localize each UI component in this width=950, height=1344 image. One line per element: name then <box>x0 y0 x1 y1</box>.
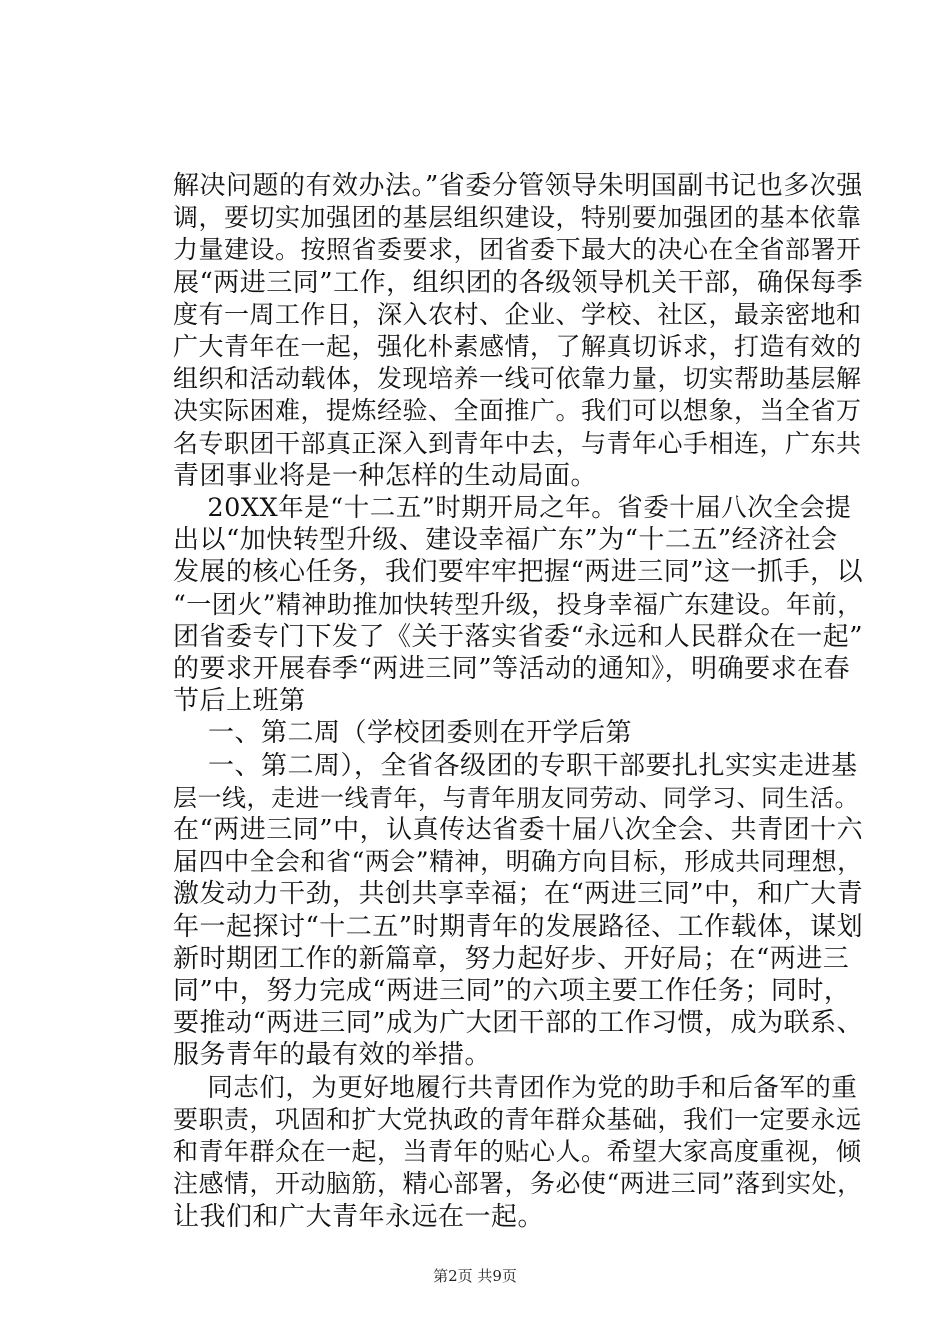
text-line: 广大青年在一起，强化朴素感情，了解真切诉求，打造有效的 <box>173 332 862 362</box>
text-line: 一、第二周），全省各级团的专职干部要扎扎实实走进基 <box>173 750 858 781</box>
text-line: 团省委专门下发了《关于落实省委“永远和人民群众在一起” <box>173 621 864 652</box>
text-line: 出以“加快转型升级、建设幸福广东”为“十二五”经济社会 <box>173 525 838 556</box>
text-line: 名专职团干部真正深入到青年中去，与青年心手相连，广东共 <box>173 428 862 458</box>
text-line: 同”中，努力完成“两进三同”的六项主要工作任务；同时， <box>173 976 851 1007</box>
text-line: 新时期团工作的新篇章，努力起好步、开好局；在“两进三 <box>173 943 850 974</box>
text-line: 激发动力干劲，共创共享幸福；在“两进三同”中，和广大青 <box>173 879 864 910</box>
text-line: 年一起探讨“十二五”时期青年的发展路径、工作载体，谋划 <box>173 911 864 942</box>
text-line: 展“两进三同”工作，组织团的各级领导机关干部，确保每季 <box>173 267 864 298</box>
text-line: 层一线，走进一线青年，与青年朋友同劳动、同学习、同生活。 <box>173 783 859 812</box>
text-line: 调，要切实加强团的基层组织建设，特别要加强团的基本依靠 <box>173 203 862 233</box>
text-line: 发展的核心任务，我们要牢牢把握“两进三同”这一抓手，以 <box>173 557 864 588</box>
text-line: 在“两进三同”中，认真传达省委十届八次全会、共青团十六 <box>173 815 864 846</box>
text-line: 青团事业将是一种怎样的生动局面。 <box>173 460 598 491</box>
text-line: 节后上班第 <box>173 686 306 717</box>
text-line: “一团火”精神助推加快转型升级，投身幸福广东建设。年前， <box>173 589 863 619</box>
page-number-footer: 第2页 共9页 <box>433 1267 517 1285</box>
text-line: 解决问题的有效办法。”省委分管领导朱明国副书记也多次强 <box>173 171 863 201</box>
text-line: 让我们和广大青年永远在一起。 <box>173 1201 545 1232</box>
text-line: 决实际困难，提炼经验、全面推广。我们可以想象，当全省万 <box>173 396 862 426</box>
text-line: 组织和活动载体，发现培养一线可依靠力量，切实帮助基层解 <box>173 364 862 394</box>
text-line: 同志们，为更好地履行共青团作为党的助手和后备军的重 <box>173 1072 858 1103</box>
text-line: 一、第二周（学校团委则在开学后第 <box>173 718 633 749</box>
text-line: 力量建设。按照省委要求，团省委下最大的决心在全省部署开 <box>173 235 862 265</box>
text-line: 届四中全会和省“两会”精神，明确方向目标，形成共同理想， <box>173 847 863 877</box>
text-line: 的要求开展春季“两进三同”等活动的通知》，明确要求在春 <box>173 654 851 685</box>
text-line: 服务青年的最有效的举措。 <box>173 1040 492 1071</box>
text-line: 注感情，开动脑筋，精心部署，务必使“两进三同”落到实处， <box>173 1169 863 1199</box>
document-body <box>173 170 864 1233</box>
text-line: 20XX年是“十二五”时期开局之年。省委十届八次全会提 <box>173 493 852 524</box>
text-line: 和青年群众在一起，当青年的贴心人。希望大家高度重视，倾 <box>173 1137 862 1167</box>
text-line: 要职责，巩固和扩大党执政的青年群众基础，我们一定要永远 <box>173 1104 862 1134</box>
text-line: 度有一周工作日，深入农村、企业、学校、社区，最亲密地和 <box>173 299 862 329</box>
text-line: 要推动“两进三同”成为广大团干部的工作习惯，成为联系、 <box>173 1008 864 1039</box>
